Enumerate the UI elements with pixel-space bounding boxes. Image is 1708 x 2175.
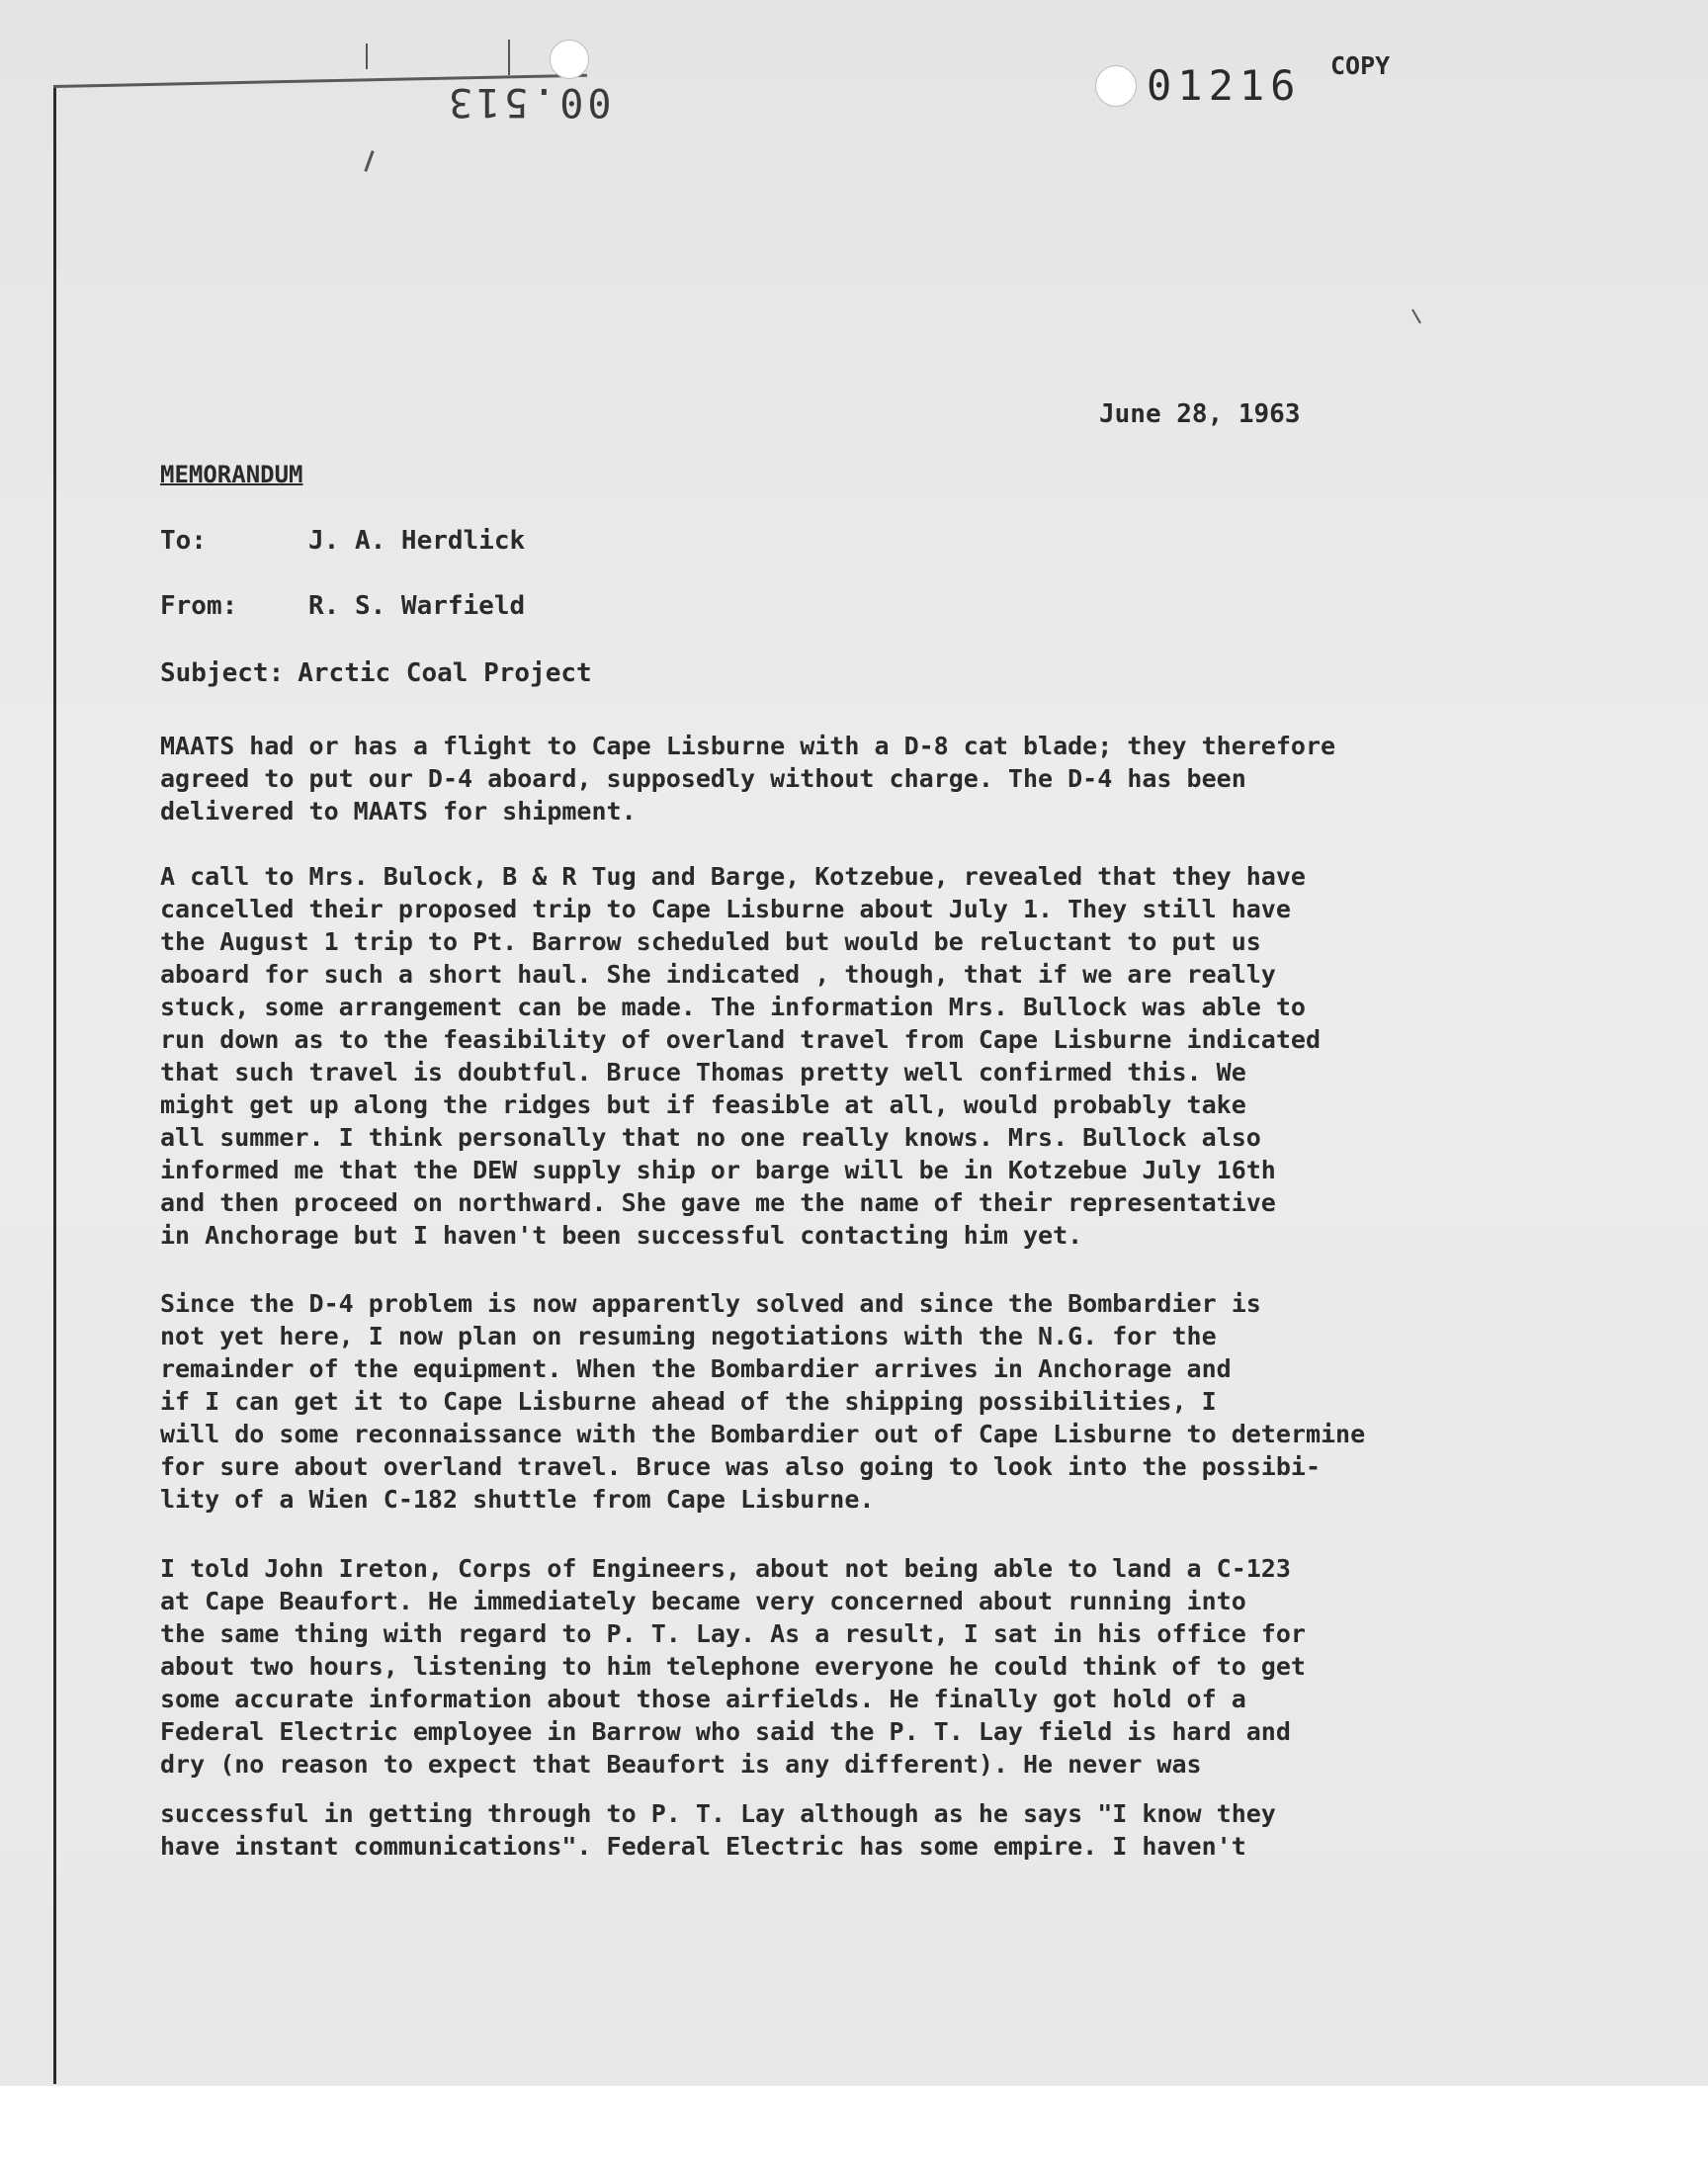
paragraph-line: dry (no reason to expect that Beaufort is any different). He never was [160, 1750, 1202, 1779]
from-value: R. S. Warfield [308, 591, 526, 621]
paragraph-line: at Cape Beaufort. He immediately became very concerned about running into [160, 1587, 1246, 1615]
paragraph [160, 730, 1504, 827]
to-label: To: [160, 526, 207, 556]
paragraph [160, 1797, 1504, 1863]
from-label: From: [160, 591, 238, 621]
paragraph-line: will do some reconnaissance with the Bombardier out of Cape Lisburne to determine [160, 1420, 1366, 1448]
paragraph [160, 1287, 1504, 1516]
paragraph-line: the August 1 trip to Pt. Barrow scheduled but would be reluctant to put us [160, 927, 1261, 956]
paragraph-line: for sure about overland travel. Bruce was also going to look into the possibi- [160, 1452, 1321, 1481]
subject-line [160, 658, 592, 688]
paragraph [160, 1552, 1504, 1781]
paragraph-line: and then proceed on northward. She gave me the name of their representative [160, 1188, 1276, 1217]
paragraph-line: all summer. I think personally that no one really knows. Mrs. Bullock also [160, 1123, 1261, 1152]
paragraph-line: agreed to put our D-4 aboard, supposedly without charge. The D-4 has been [160, 764, 1246, 793]
subject-label: Subject: [160, 658, 285, 688]
paragraph-line: in Anchorage but I haven't been successful contacting him yet. [160, 1221, 1083, 1250]
from-line [160, 591, 525, 621]
to-value: J. A. Herdlick [308, 526, 526, 556]
scan-mark [1411, 309, 1421, 324]
to-line [160, 526, 525, 556]
paragraph-line: some accurate information about those airfields. He finally got hold of a [160, 1685, 1246, 1713]
paragraph-line: aboard for such a short haul. She indicated , though, that if we are really [160, 960, 1276, 989]
copy-stamp: COPY [1330, 51, 1391, 80]
scan-mark [366, 44, 368, 69]
paragraph-line: have instant communications". Federal Electric has some empire. I haven't [160, 1832, 1246, 1861]
paragraph-line: cancelled their proposed trip to Cape Lisburne about July 1. They still have [160, 895, 1291, 923]
document-number-stamp: 01216 [1147, 61, 1302, 110]
scan-mark [508, 40, 510, 75]
paragraph-line: I told John Ireton, Corps of Engineers, about not being able to land a C-123 [160, 1554, 1291, 1583]
paragraph-line: informed me that the DEW supply ship or barge will be in Kotzebue July 16th [160, 1156, 1276, 1184]
paragraph-line: stuck, some arrangement can be made. The information Mrs. Bullock was able to [160, 993, 1306, 1021]
paragraph-line: that such travel is doubtful. Bruce Thomas pretty well confirmed this. We [160, 1058, 1246, 1087]
paragraph-line: run down as to the feasibility of overland travel from Cape Lisburne indicated [160, 1025, 1321, 1054]
paragraph-line: if I can get it to Cape Lisburne ahead of the shipping possibilities, I [160, 1387, 1217, 1416]
paragraph-line: delivered to MAATS for shipment. [160, 797, 637, 826]
subject-value: Arctic Coal Project [298, 658, 592, 688]
paragraph-line: successful in getting through to P. T. Lay although as he says "I know they [160, 1799, 1276, 1828]
page-left-edge [53, 87, 56, 2084]
paragraph-line: Since the D-4 problem is now apparently solved and since the Bombardier is [160, 1289, 1261, 1318]
paragraph-line: A call to Mrs. Bulock, B & R Tug and Barge, Kotzebue, revealed that they have [160, 862, 1306, 891]
punch-hole [550, 40, 589, 79]
paragraph-line: about two hours, listening to him telephone everyone he could think of to get [160, 1652, 1306, 1681]
paragraph-line: not yet here, I now plan on resuming negotiations with the N.G. for the [160, 1322, 1217, 1350]
memo-title: MEMORANDUM [160, 461, 303, 488]
scan-mark [364, 150, 374, 172]
paragraph-line: MAATS had or has a flight to Cape Lisburne with a D-8 cat blade; they therefore [160, 732, 1336, 760]
paragraph-line: might get up along the ridges but if feasible at all, would probably take [160, 1090, 1246, 1119]
paragraph [160, 860, 1504, 1252]
punch-hole [1095, 65, 1137, 107]
paragraph-line: the same thing with regard to P. T. Lay. As a result, I sat in his office for [160, 1619, 1306, 1648]
paragraph-line: lity of a Wien C-182 shuttle from Cape Lisburne. [160, 1485, 875, 1514]
memo-date: June 28, 1963 [1099, 399, 1301, 429]
mirrored-stamp-number: 00.513 [445, 79, 612, 125]
paragraph-line: Federal Electric employee in Barrow who said the P. T. Lay field is hard and [160, 1717, 1291, 1746]
paragraph-line: remainder of the equipment. When the Bombardier arrives in Anchorage and [160, 1354, 1232, 1383]
